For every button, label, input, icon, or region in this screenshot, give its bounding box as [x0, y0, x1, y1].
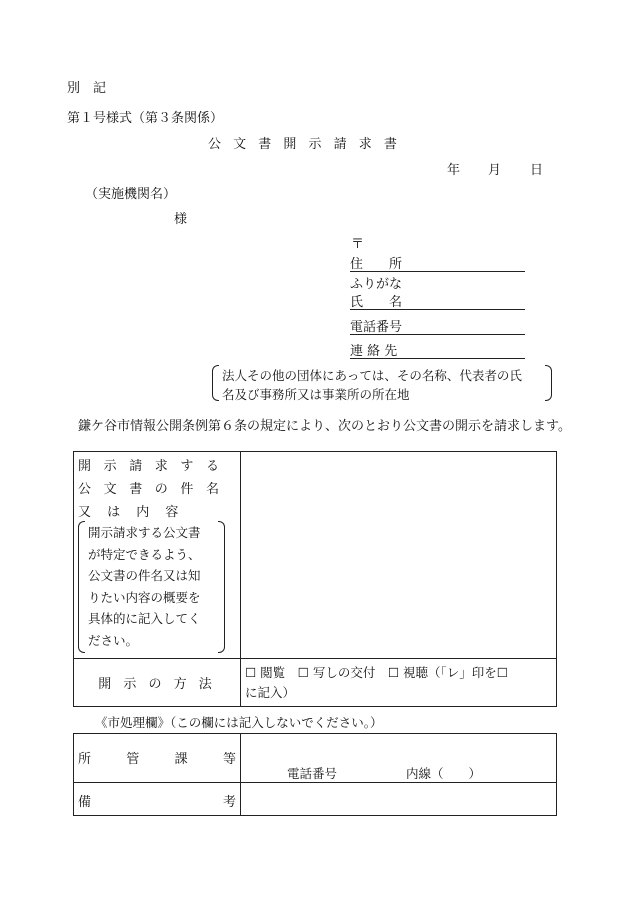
city-phone-label: 電話番号: [287, 766, 338, 781]
name-field[interactable]: [350, 291, 525, 310]
note-bracket-left: [212, 365, 219, 401]
furigana-label: ふりがな: [350, 277, 403, 292]
corporate-note-line1: 法人その他の団体にあっては、その名称、代表者の氏: [222, 368, 522, 383]
method-options-continued: に記入）: [245, 685, 296, 700]
request-table: [73, 451, 557, 707]
honorific-label: 様: [174, 212, 188, 227]
date-day-label: 日: [530, 163, 544, 178]
method-options-cell[interactable]: [241, 659, 557, 707]
remarks-label: 備 考: [78, 795, 236, 810]
subject-instructions: 開示請求する公文書 が特定できるよう、 公文書の件名又は知 りたい内容の概要を 具体的に記入してく ださい。: [88, 525, 201, 648]
address-label: 住 所: [350, 257, 403, 272]
note-bracket-right: [545, 365, 552, 401]
agency-name-label: （実施機関名）: [85, 187, 177, 202]
dept-label: 所 管 課 等: [78, 752, 236, 767]
subject-note-bracket-left: [78, 521, 85, 653]
request-statement: 鎌ケ谷市情報公開条例第６条の規定により、次のとおり公文書の開示を請求します。: [78, 419, 571, 434]
subject-note-bracket-right: [218, 521, 225, 653]
remarks-label-cell: [74, 783, 241, 816]
subject-line1: 開 示 請 求 す る: [78, 459, 219, 474]
subject-label-cell: [74, 452, 241, 659]
postal-mark: 〒: [351, 237, 365, 252]
method-checkbox-options[interactable]: ☐ 閲覧 ☐ 写しの交付 ☐ 視聴（「レ」印を☐: [245, 665, 508, 680]
method-label: 開 示 の 方 法: [98, 677, 216, 692]
dept-value-cell: [241, 734, 557, 783]
city-section-heading: 《市処理欄》（この欄には記入しないでください。）: [95, 715, 383, 730]
phone-label: 電話番号: [350, 320, 403, 335]
subject-input-cell[interactable]: [241, 452, 557, 659]
remarks-value-cell: [241, 783, 557, 816]
date-year-label: 年: [447, 163, 461, 178]
address-field[interactable]: [350, 253, 525, 272]
city-extension-label: 内線（ ）: [406, 766, 482, 781]
contact-label: 連 絡 先: [350, 344, 398, 359]
name-label: 氏 名: [350, 295, 403, 310]
form-number-label: 第１号様式（第３条関係）: [67, 111, 224, 126]
city-table: [73, 733, 557, 816]
contact-field[interactable]: [350, 340, 525, 359]
appendix-label: 別 記: [67, 81, 107, 96]
method-label-cell: [74, 659, 241, 707]
subject-line2: 公 文 書 の 件 名: [78, 482, 219, 497]
document-title: 公 文 書 開 示 請 求 書: [208, 137, 401, 152]
phone-field[interactable]: [350, 316, 525, 335]
date-month-label: 月: [488, 163, 502, 178]
dept-label-cell: [74, 734, 241, 783]
subject-line3: 又 は 内 容: [78, 505, 185, 520]
corporate-note-line2: 名及び事務所又は事業所の所在地: [222, 387, 410, 402]
